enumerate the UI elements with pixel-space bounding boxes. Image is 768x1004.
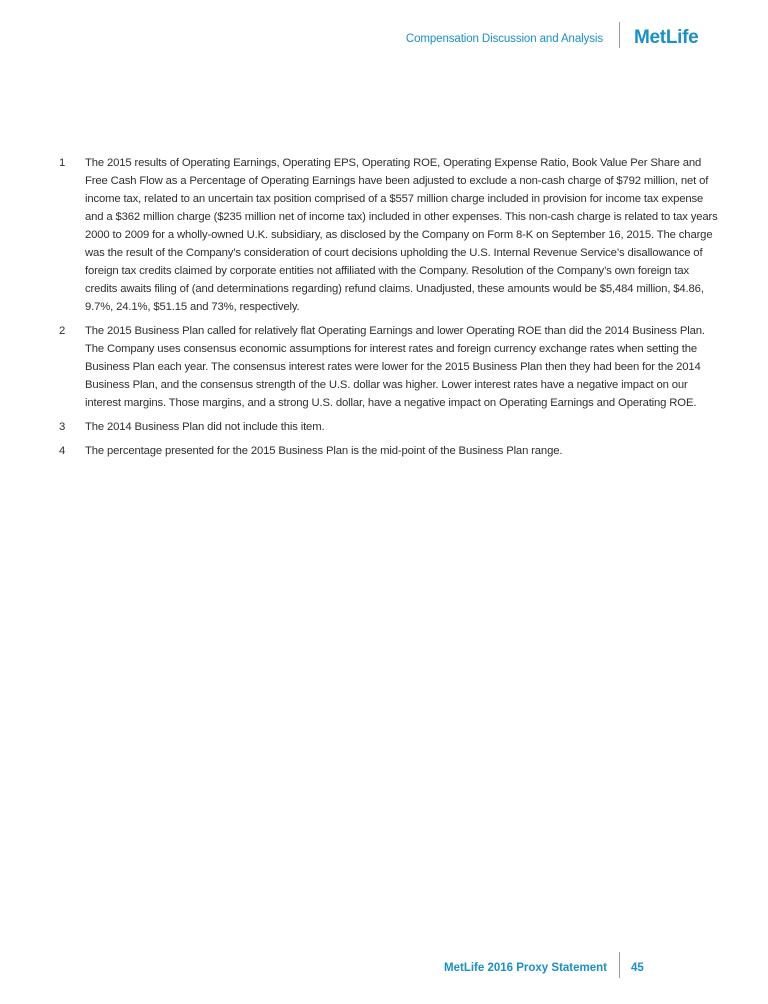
footnote-2 bbox=[59, 322, 719, 412]
header-divider bbox=[619, 22, 620, 48]
footnote-list bbox=[59, 154, 719, 466]
footnote-number: 1 bbox=[59, 157, 66, 169]
footnote-3 bbox=[59, 418, 719, 436]
footnote-number: 2 bbox=[59, 325, 66, 337]
footnote-text: The percentage presented for the 2015 Business Plan is the mid-point of the Business Plan range. bbox=[85, 445, 563, 457]
footer-divider bbox=[619, 952, 620, 978]
footnote-4 bbox=[59, 442, 719, 460]
page-number: 45 bbox=[631, 962, 644, 974]
footnote-number: 4 bbox=[59, 445, 66, 457]
footnote-text: The 2015 Business Plan called for relatively flat Operating Earnings and lower Operating ROE than did the 2014 Business Plan. The Company uses consensus economic assumptions for interest rates and foreign currency exchange rates when setting the Business Plan each year. The consensus interest rates were lower for the 2015 Business Plan then they had been for the 2014 Business Plan, and the consensus strength of the U.S. dollar was higher. Lower interest rates have a negative impact on our interest margins. Those margins, and a strong U.S. dollar, have a negative impact on Operating Earnings and Operating ROE. bbox=[85, 325, 705, 409]
section-title: Compensation Discussion and Analysis bbox=[405, 33, 603, 45]
footnote-number: 3 bbox=[59, 421, 66, 433]
metlife-logo: MetLife bbox=[634, 27, 699, 48]
footnote-text: The 2014 Business Plan did not include this item. bbox=[85, 421, 325, 433]
footnote-1 bbox=[59, 154, 719, 316]
footnote-text: The 2015 results of Operating Earnings, Operating EPS, Operating ROE, Operating Expense Ratio, Book Value Per Share and Free Cash Flow as a Percentage of Operating Earnings have been adjusted to exclude a non-cash charge of $792 million, net of income tax, related to an uncertain tax position comprised of a $557 million charge included in provision for income tax expense and a $362 million charge ($235 million net of income tax) included in other expenses. This non-cash charge is related to tax years 2000 to 2009 for a wholly-owned U.K. subsidiary, as disclosed by the Company on Form 8-K on September 16, 2015. The charge was the result of the Company’s consideration of court decisions upholding the U.S. Internal Revenue Service’s disallowance of foreign tax credits claimed by corporate entities not affiliated with the Company. Resolution of the Company’s own foreign tax credits awaits filing of (and determinations regarding) refund claims. Unadjusted, these amounts would be $5,484 million, $4.86, 9.7%, 24.1%, $51.15 and 73%, respectively. bbox=[85, 157, 718, 313]
footer-title: MetLife 2016 Proxy Statement bbox=[444, 962, 607, 974]
